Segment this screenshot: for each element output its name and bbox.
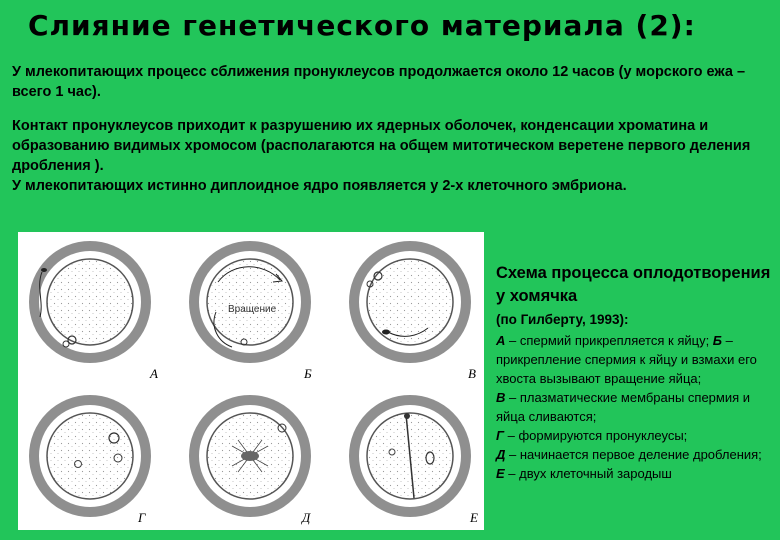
paragraph-pronuclei-approach: У млекопитающих процесс сближения пронуклеусов продолжается около 12 часов (у морского ежа – всего 1 час). — [12, 64, 746, 100]
paragraph-pronuclei-contact — [12, 116, 772, 196]
fertilization-figure — [18, 232, 484, 530]
caption-description — [496, 331, 772, 483]
panel-d-letter: Д — [302, 510, 311, 525]
caption-key-d: Д — [496, 447, 506, 462]
caption-key-a: А — [496, 333, 506, 348]
figure-caption — [496, 262, 772, 483]
slide-title: Слияние генетического материала (2): — [28, 9, 696, 42]
caption-key-b: Б — [712, 333, 723, 348]
caption-key-g: Г — [496, 428, 504, 443]
rotation-label: Вращение — [228, 304, 277, 315]
caption-text-b: – прикрепление спермия к яйцу и взмахи его хвоста вызывают вращение яйца; — [496, 333, 757, 386]
panel-c-egg — [349, 241, 471, 363]
panel-b-letter: Б — [304, 366, 312, 381]
caption-text-a: – спермий прикрепляется к яйцу; — [505, 333, 713, 348]
panel-e-letter: Е — [470, 510, 478, 525]
paragraph-diploid-text: У млекопитающих истинно диплоидное ядро появляется у 2-х клеточного эмбриона. — [12, 178, 627, 194]
panel-c-letter: В — [468, 366, 476, 381]
caption-heading: Схема процесса оплодотворения у хомячка — [496, 264, 771, 305]
fertilization-diagram — [18, 232, 484, 530]
panel-g-letter: Г — [138, 510, 146, 525]
panel-e-egg — [349, 395, 471, 517]
caption-source: (по Гилберту, 1993): — [496, 312, 629, 327]
panel-a-letter: А — [150, 366, 158, 381]
caption-key-c: В — [496, 390, 506, 405]
paragraph-contact-text: Контакт пронуклеусов приходит к разрушению их ядерных оболочек, конденсации хроматина и образованию видимых хромосом (располагаются на общем митотическом веретене первого деления дробления ). — [12, 118, 751, 174]
panel-d-egg — [189, 395, 311, 517]
panel-a-egg — [29, 241, 151, 363]
caption-key-e: Е — [496, 466, 505, 481]
caption-text-c: – плазматические мембраны спермия и яйца сливаются; — [496, 390, 751, 424]
panel-b-egg — [189, 241, 311, 363]
panel-g-egg — [29, 395, 151, 517]
caption-text-e: – двух клеточный зародыш — [504, 466, 672, 481]
caption-text-d: – начинается первое деление дробления; — [505, 447, 762, 462]
caption-text-g: – формируются пронуклеусы; — [503, 428, 688, 443]
